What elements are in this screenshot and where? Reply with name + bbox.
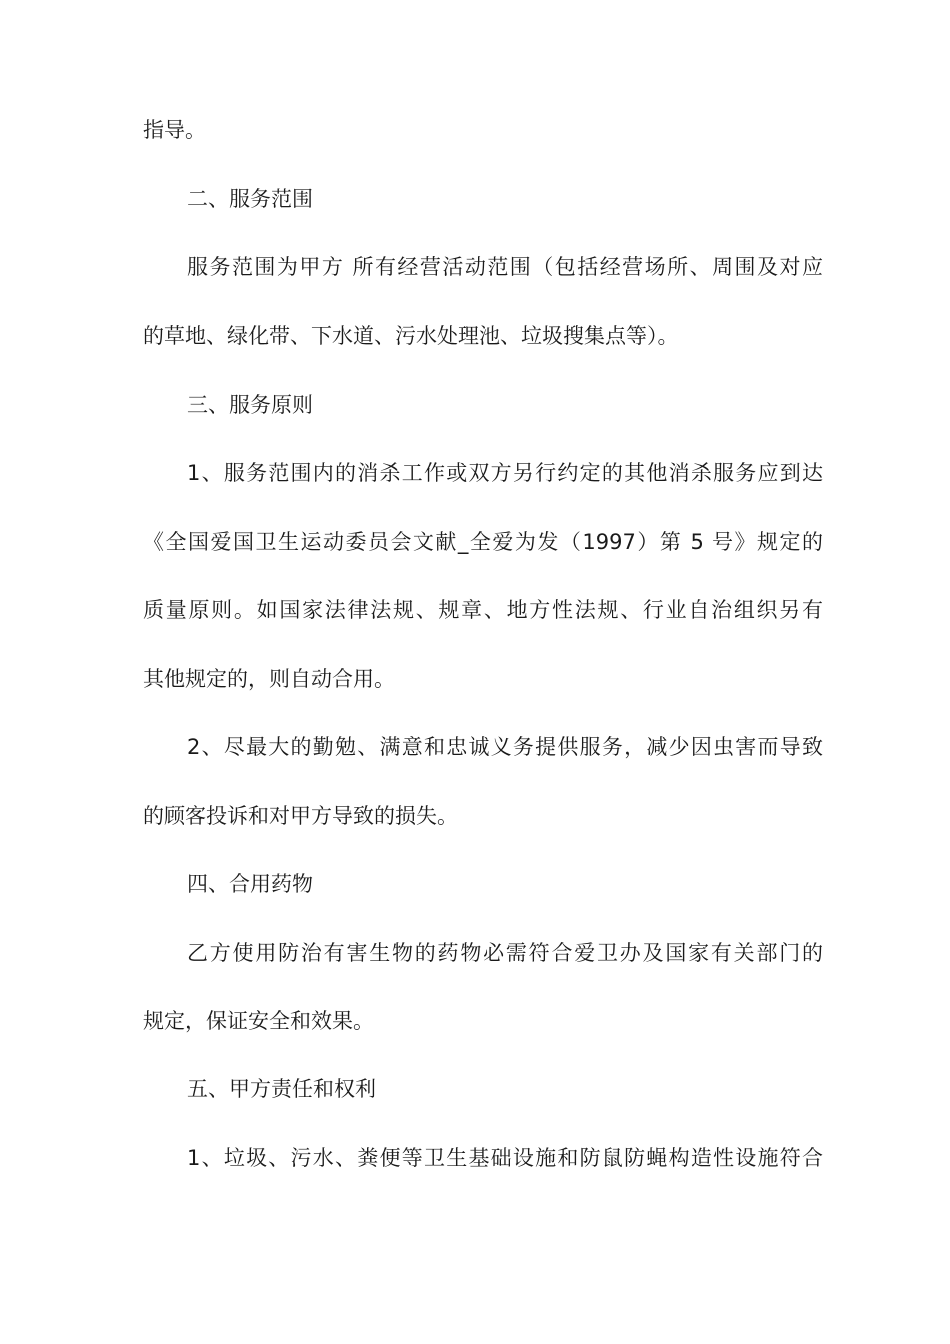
text-line-continuation: 指导。 — [143, 118, 206, 142]
paragraph-line: 1、垃圾、污水、粪便等卫生基础设施和防鼠防蝇构造性设施符合 — [187, 1146, 823, 1170]
paragraph-line: 的顾客投诉和对甲方导致的损失。 — [143, 804, 458, 828]
paragraph-line: 《全国爱国卫生运动委员会文献_全爱为发（1997）第 5 号》规定的 — [143, 530, 823, 554]
paragraph-line: 其他规定的，则自动合用。 — [143, 667, 395, 691]
paragraph-line: 的草地、绿化带、下水道、污水处理池、垃圾搜集点等）。 — [143, 324, 679, 348]
paragraph-line: 质量原则。如国家法律法规、规章、地方性法规、行业自治组织另有 — [143, 598, 823, 622]
paragraph-line: 2、尽最大的勤勉、满意和忠诚义务提供服务，减少因虫害而导致 — [187, 735, 823, 759]
section-heading-service-principles: 三、服务原则 — [187, 393, 313, 417]
paragraph-line: 规定，保证安全和效果。 — [143, 1009, 374, 1033]
section-heading-service-scope: 二、服务范围 — [187, 187, 313, 211]
paragraph-line: 1、服务范围内的消杀工作或双方另行约定的其他消杀服务应到达 — [187, 461, 823, 485]
section-heading-applicable-chemicals: 四、合用药物 — [187, 872, 313, 896]
paragraph-line: 服务范围为甲方 所有经营活动范围（包括经营场所、周围及对应 — [187, 255, 823, 279]
section-heading-party-a-duties: 五、甲方责任和权利 — [187, 1077, 376, 1101]
paragraph-line: 乙方使用防治有害生物的药物必需符合爱卫办及国家有关部门的 — [187, 941, 823, 965]
